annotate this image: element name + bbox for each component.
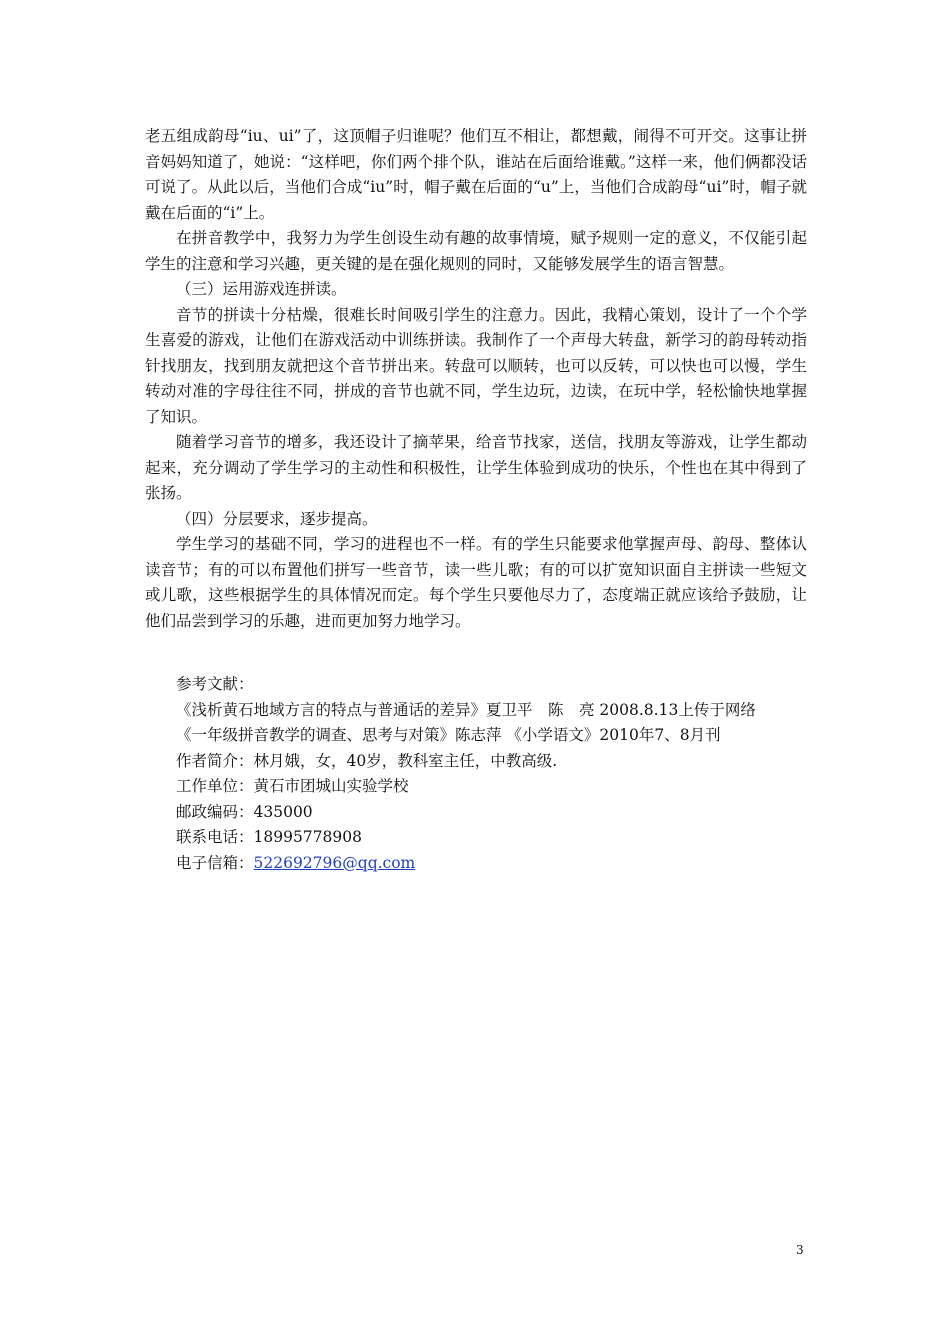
workplace: 工作单位：黄石市团城山实验学校 xyxy=(176,777,409,795)
references-block xyxy=(176,672,756,876)
paragraph: 老五组成韵母“iu、ui”了，这顶帽子归谁呢？他们互不相让，都想戴，闹得不可开交。这事让拼音妈妈知道了，她说：“这样吧，你们两个排个队，谁站在后面给谁戴。”这样一来，他们俩都没话可说了。从此以后，当他们合成“iu”时，帽子戴在后面的“u”上，当他们合成韵母“ui”时，帽子就戴在后面的“i”上。 xyxy=(145,127,807,222)
body-text xyxy=(145,124,807,634)
paragraph: 在拼音教学中，我努力为学生创设生动有趣的故事情境，赋予规则一定的意义，不仅能引起学生的注意和学习兴趣，更关键的是在强化规则的同时，又能够发展学生的语言智慧。 xyxy=(145,229,807,273)
references-title: 参考文献： xyxy=(176,675,254,693)
email-label: 电子信箱： xyxy=(176,853,254,872)
phone: 联系电话：18995778908 xyxy=(176,828,362,846)
author-bio: 作者简介：林月娥，女，40岁，教科室主任，中教高级. xyxy=(176,751,558,770)
section-heading: （三）运用游戏连拼读。 xyxy=(176,280,347,298)
paragraph: 学生学习的基础不同，学习的进程也不一样。有的学生只能要求他掌握声母、韵母、整体认读音节；有的可以布置他们拼写一些音节，读一些儿歌；有的可以扩宽知识面自主拼读一些短文或儿歌，这些根据学生的具体情况而定。每个学生只要他尽力了，态度端正就应该给予鼓励，让他们品尝到学习的乐趣，进而更加努力地学习。 xyxy=(145,535,807,630)
email-link[interactable]: 522692796@qq.com xyxy=(253,853,416,872)
reference-item: 《浅析黄石地域方言的特点与普通话的差异》夏卫平 陈 亮 2008.8.13上传于网络 xyxy=(176,700,756,719)
paragraph: 音节的拼读十分枯燥，很难长时间吸引学生的注意力。因此，我精心策划，设计了一个个学生喜爱的游戏，让他们在游戏活动中训练拼读。我制作了一个声母大转盘，新学习的韵母转动指针找朋友，找到朋友就把这个音节拼出来。转盘可以顺转，也可以反转，可以快也可以慢，学生转动对准的字母往往不同，拼成的音节也就不同，学生边玩，边读，在玩中学，轻松愉快地掌握了知识。 xyxy=(145,305,807,426)
reference-item: 《一年级拼音教学的调查、思考与对策》陈志萍 《小学语文》2010年7、8月刊 xyxy=(176,726,721,744)
page-number: 3 xyxy=(796,1243,804,1257)
section-heading: （四）分层要求，逐步提高。 xyxy=(176,509,378,528)
email-line xyxy=(176,851,756,877)
postcode: 邮政编码：435000 xyxy=(176,802,313,821)
paragraph: 随着学习音节的增多，我还设计了摘苹果，给音节找家，送信，找朋友等游戏，让学生都动起来，充分调动了学生学习的主动性和积极性，让学生体验到成功的快乐，个性也在其中得到了张扬。 xyxy=(145,433,807,502)
